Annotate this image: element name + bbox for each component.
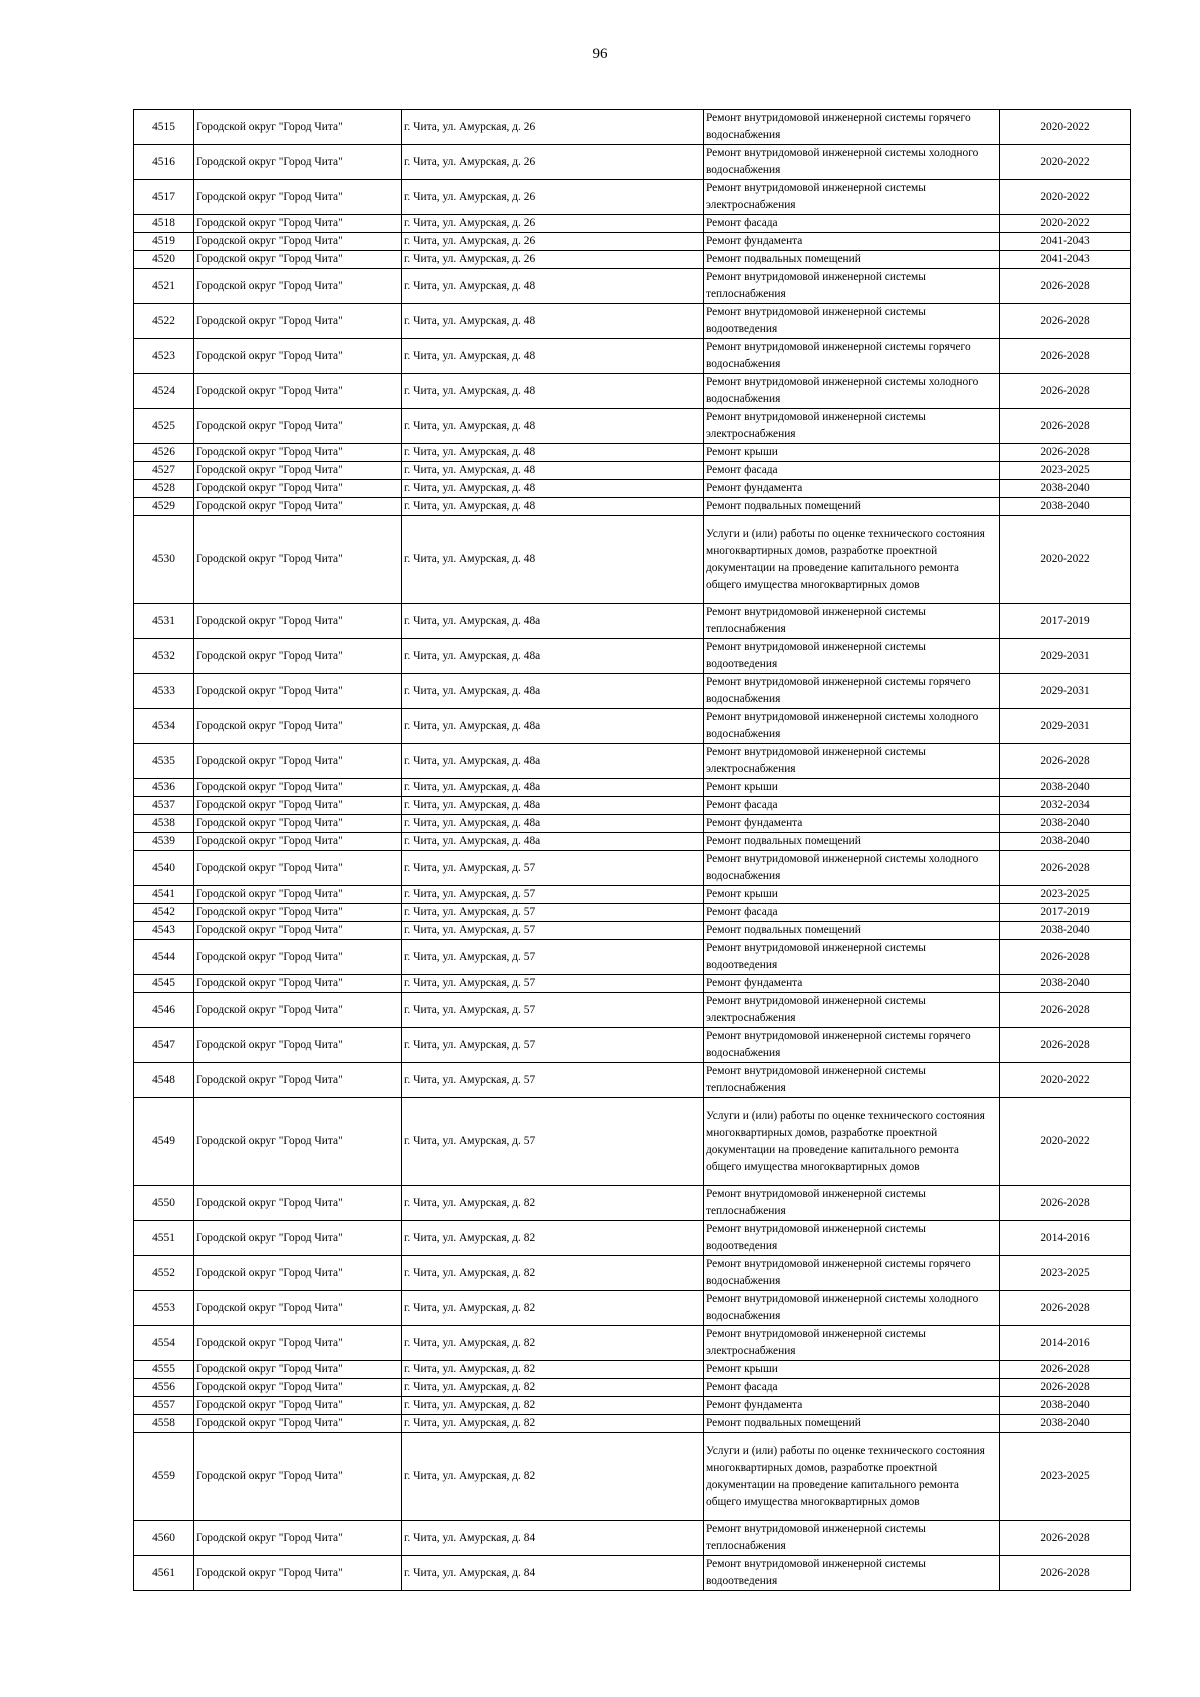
work-type-cell: Ремонт внутридомовой инженерной системы электроснабжения — [704, 993, 1000, 1028]
address-cell: г. Чита, ул. Амурская, д. 48 — [402, 516, 704, 604]
table-body — [134, 110, 1131, 1591]
period-cell: 2026-2028 — [1000, 339, 1131, 374]
period-cell: 2017-2019 — [1000, 604, 1131, 639]
row-number: 4516 — [134, 145, 194, 180]
table-row — [134, 462, 1131, 480]
municipality-cell: Городской округ "Город Чита" — [194, 110, 402, 145]
row-number: 4545 — [134, 975, 194, 993]
work-type-cell: Услуги и (или) работы по оценке технического состояния многоквартирных домов, разработке проектной документации на проведение капитального ремонта общего имущества многоквартирных домов — [704, 516, 1000, 604]
row-number: 4522 — [134, 304, 194, 339]
work-type-cell: Ремонт фундамента — [704, 233, 1000, 251]
work-type-cell: Ремонт внутридомовой инженерной системы водоотведения — [704, 1556, 1000, 1591]
table-row — [134, 1326, 1131, 1361]
work-type-cell: Ремонт фасада — [704, 1379, 1000, 1397]
table-row — [134, 180, 1131, 215]
period-cell: 2038-2040 — [1000, 480, 1131, 498]
work-type-cell: Ремонт внутридомовой инженерной системы водоотведения — [704, 940, 1000, 975]
address-cell: г. Чита, ул. Амурская, д. 48а — [402, 797, 704, 815]
address-cell: г. Чита, ул. Амурская, д. 57 — [402, 904, 704, 922]
table-row — [134, 1379, 1131, 1397]
row-number: 4519 — [134, 233, 194, 251]
work-type-cell: Ремонт внутридомовой инженерной системы теплоснабжения — [704, 604, 1000, 639]
table-row — [134, 674, 1131, 709]
work-type-cell: Ремонт внутридомовой инженерной системы холодного водоснабжения — [704, 374, 1000, 409]
municipality-cell: Городской округ "Город Чита" — [194, 215, 402, 233]
repair-schedule-table — [133, 109, 1131, 1591]
period-cell: 2026-2028 — [1000, 304, 1131, 339]
municipality-cell: Городской округ "Город Чита" — [194, 833, 402, 851]
address-cell: г. Чита, ул. Амурская, д. 48 — [402, 374, 704, 409]
municipality-cell: Городской округ "Город Чита" — [194, 480, 402, 498]
municipality-cell: Городской округ "Город Чита" — [194, 1221, 402, 1256]
work-type-cell: Ремонт крыши — [704, 886, 1000, 904]
row-number: 4518 — [134, 215, 194, 233]
table-row — [134, 744, 1131, 779]
address-cell: г. Чита, ул. Амурская, д. 26 — [402, 251, 704, 269]
table-row — [134, 1556, 1131, 1591]
address-cell: г. Чита, ул. Амурская, д. 48 — [402, 444, 704, 462]
table-row — [134, 904, 1131, 922]
work-type-cell: Ремонт внутридомовой инженерной системы водоотведения — [704, 639, 1000, 674]
municipality-cell: Городской округ "Город Чита" — [194, 1379, 402, 1397]
period-cell: 2020-2022 — [1000, 1098, 1131, 1186]
municipality-cell: Городской округ "Город Чита" — [194, 269, 402, 304]
work-type-cell: Услуги и (или) работы по оценке технического состояния многоквартирных домов, разработке проектной документации на проведение капитального ремонта общего имущества многоквартирных домов — [704, 1098, 1000, 1186]
table-row — [134, 304, 1131, 339]
row-number: 4537 — [134, 797, 194, 815]
row-number: 4535 — [134, 744, 194, 779]
work-type-cell: Ремонт фасада — [704, 215, 1000, 233]
period-cell: 2020-2022 — [1000, 516, 1131, 604]
period-cell: 2041-2043 — [1000, 233, 1131, 251]
period-cell: 2023-2025 — [1000, 462, 1131, 480]
municipality-cell: Городской округ "Город Чита" — [194, 1063, 402, 1098]
period-cell: 2020-2022 — [1000, 145, 1131, 180]
period-cell: 2038-2040 — [1000, 815, 1131, 833]
period-cell: 2026-2028 — [1000, 444, 1131, 462]
address-cell: г. Чита, ул. Амурская, д. 82 — [402, 1221, 704, 1256]
period-cell: 2026-2028 — [1000, 1186, 1131, 1221]
municipality-cell: Городской округ "Город Чита" — [194, 516, 402, 604]
work-type-cell: Ремонт подвальных помещений — [704, 922, 1000, 940]
municipality-cell: Городской округ "Город Чита" — [194, 922, 402, 940]
row-number: 4560 — [134, 1521, 194, 1556]
period-cell: 2026-2028 — [1000, 940, 1131, 975]
municipality-cell: Городской округ "Город Чита" — [194, 1397, 402, 1415]
row-number: 4530 — [134, 516, 194, 604]
row-number: 4521 — [134, 269, 194, 304]
address-cell: г. Чита, ул. Амурская, д. 57 — [402, 993, 704, 1028]
row-number: 4531 — [134, 604, 194, 639]
address-cell: г. Чита, ул. Амурская, д. 57 — [402, 1098, 704, 1186]
address-cell: г. Чита, ул. Амурская, д. 82 — [402, 1433, 704, 1521]
row-number: 4559 — [134, 1433, 194, 1521]
table-row — [134, 886, 1131, 904]
address-cell: г. Чита, ул. Амурская, д. 84 — [402, 1521, 704, 1556]
period-cell: 2041-2043 — [1000, 251, 1131, 269]
row-number: 4555 — [134, 1361, 194, 1379]
row-number: 4534 — [134, 709, 194, 744]
municipality-cell: Городской округ "Город Чита" — [194, 145, 402, 180]
municipality-cell: Городской округ "Город Чита" — [194, 779, 402, 797]
municipality-cell: Городской округ "Город Чита" — [194, 1556, 402, 1591]
row-number: 4526 — [134, 444, 194, 462]
period-cell: 2026-2028 — [1000, 993, 1131, 1028]
table-row — [134, 1291, 1131, 1326]
work-type-cell: Ремонт внутридомовой инженерной системы электроснабжения — [704, 409, 1000, 444]
address-cell: г. Чита, ул. Амурская, д. 48а — [402, 815, 704, 833]
address-cell: г. Чита, ул. Амурская, д. 48 — [402, 269, 704, 304]
municipality-cell: Городской округ "Город Чита" — [194, 462, 402, 480]
row-number: 4538 — [134, 815, 194, 833]
address-cell: г. Чита, ул. Амурская, д. 82 — [402, 1379, 704, 1397]
municipality-cell: Городской округ "Город Чита" — [194, 940, 402, 975]
address-cell: г. Чита, ул. Амурская, д. 48а — [402, 639, 704, 674]
row-number: 4558 — [134, 1415, 194, 1433]
table-row — [134, 851, 1131, 886]
period-cell: 2020-2022 — [1000, 215, 1131, 233]
municipality-cell: Городской округ "Город Чита" — [194, 975, 402, 993]
table-row — [134, 110, 1131, 145]
table-row — [134, 639, 1131, 674]
row-number: 4517 — [134, 180, 194, 215]
address-cell: г. Чита, ул. Амурская, д. 57 — [402, 851, 704, 886]
table-row — [134, 1063, 1131, 1098]
table-row — [134, 1433, 1131, 1521]
municipality-cell: Городской округ "Город Чита" — [194, 993, 402, 1028]
table-row — [134, 1256, 1131, 1291]
period-cell: 2026-2028 — [1000, 1291, 1131, 1326]
table-row — [134, 940, 1131, 975]
table-row — [134, 1098, 1131, 1186]
work-type-cell: Услуги и (или) работы по оценке технического состояния многоквартирных домов, разработке проектной документации на проведение капитального ремонта общего имущества многоквартирных домов — [704, 1433, 1000, 1521]
address-cell: г. Чита, ул. Амурская, д. 26 — [402, 215, 704, 233]
address-cell: г. Чита, ул. Амурская, д. 82 — [402, 1397, 704, 1415]
row-number: 4553 — [134, 1291, 194, 1326]
row-number: 4528 — [134, 480, 194, 498]
address-cell: г. Чита, ул. Амурская, д. 26 — [402, 110, 704, 145]
municipality-cell: Городской округ "Город Чита" — [194, 639, 402, 674]
address-cell: г. Чита, ул. Амурская, д. 26 — [402, 180, 704, 215]
address-cell: г. Чита, ул. Амурская, д. 82 — [402, 1326, 704, 1361]
address-cell: г. Чита, ул. Амурская, д. 82 — [402, 1186, 704, 1221]
table-row — [134, 993, 1131, 1028]
period-cell: 2029-2031 — [1000, 674, 1131, 709]
municipality-cell: Городской округ "Город Чита" — [194, 1521, 402, 1556]
municipality-cell: Городской округ "Город Чита" — [194, 233, 402, 251]
page-number: 96 — [592, 46, 608, 62]
table-row — [134, 604, 1131, 639]
municipality-cell: Городской округ "Город Чита" — [194, 1326, 402, 1361]
table-row — [134, 1361, 1131, 1379]
address-cell: г. Чита, ул. Амурская, д. 48 — [402, 498, 704, 516]
municipality-cell: Городской округ "Город Чита" — [194, 304, 402, 339]
row-number: 4543 — [134, 922, 194, 940]
table-row — [134, 409, 1131, 444]
period-cell: 2029-2031 — [1000, 639, 1131, 674]
period-cell: 2026-2028 — [1000, 269, 1131, 304]
work-type-cell: Ремонт внутридомовой инженерной системы электроснабжения — [704, 744, 1000, 779]
row-number: 4524 — [134, 374, 194, 409]
address-cell: г. Чита, ул. Амурская, д. 48а — [402, 674, 704, 709]
address-cell: г. Чита, ул. Амурская, д. 48 — [402, 480, 704, 498]
row-number: 4546 — [134, 993, 194, 1028]
period-cell: 2038-2040 — [1000, 922, 1131, 940]
period-cell: 2032-2034 — [1000, 797, 1131, 815]
municipality-cell: Городской округ "Город Чита" — [194, 444, 402, 462]
row-number: 4552 — [134, 1256, 194, 1291]
row-number: 4529 — [134, 498, 194, 516]
work-type-cell: Ремонт фундамента — [704, 815, 1000, 833]
row-number: 4532 — [134, 639, 194, 674]
table-row — [134, 1415, 1131, 1433]
table-row — [134, 797, 1131, 815]
row-number: 4540 — [134, 851, 194, 886]
row-number: 4554 — [134, 1326, 194, 1361]
work-type-cell: Ремонт внутридомовой инженерной системы холодного водоснабжения — [704, 851, 1000, 886]
table-row — [134, 1028, 1131, 1063]
municipality-cell: Городской округ "Город Чита" — [194, 1256, 402, 1291]
work-type-cell: Ремонт внутридомовой инженерной системы холодного водоснабжения — [704, 145, 1000, 180]
municipality-cell: Городской округ "Город Чита" — [194, 709, 402, 744]
address-cell: г. Чита, ул. Амурская, д. 57 — [402, 940, 704, 975]
work-type-cell: Ремонт внутридомовой инженерной системы теплоснабжения — [704, 1521, 1000, 1556]
address-cell: г. Чита, ул. Амурская, д. 48а — [402, 833, 704, 851]
row-number: 4539 — [134, 833, 194, 851]
municipality-cell: Городской округ "Город Чита" — [194, 744, 402, 779]
row-number: 4551 — [134, 1221, 194, 1256]
period-cell: 2014-2016 — [1000, 1326, 1131, 1361]
work-type-cell: Ремонт внутридомовой инженерной системы холодного водоснабжения — [704, 709, 1000, 744]
period-cell: 2026-2028 — [1000, 409, 1131, 444]
period-cell: 2020-2022 — [1000, 110, 1131, 145]
period-cell: 2026-2028 — [1000, 1028, 1131, 1063]
address-cell: г. Чита, ул. Амурская, д. 48 — [402, 304, 704, 339]
municipality-cell: Городской округ "Город Чита" — [194, 251, 402, 269]
row-number: 4542 — [134, 904, 194, 922]
row-number: 4549 — [134, 1098, 194, 1186]
row-number: 4525 — [134, 409, 194, 444]
period-cell: 2026-2028 — [1000, 851, 1131, 886]
row-number: 4536 — [134, 779, 194, 797]
table-row — [134, 1186, 1131, 1221]
period-cell: 2026-2028 — [1000, 744, 1131, 779]
work-type-cell: Ремонт фундамента — [704, 480, 1000, 498]
address-cell: г. Чита, ул. Амурская, д. 82 — [402, 1291, 704, 1326]
period-cell: 2020-2022 — [1000, 180, 1131, 215]
work-type-cell: Ремонт фасада — [704, 797, 1000, 815]
address-cell: г. Чита, ул. Амурская, д. 48а — [402, 744, 704, 779]
municipality-cell: Городской округ "Город Чита" — [194, 1361, 402, 1379]
address-cell: г. Чита, ул. Амурская, д. 26 — [402, 233, 704, 251]
work-type-cell: Ремонт подвальных помещений — [704, 1415, 1000, 1433]
address-cell: г. Чита, ул. Амурская, д. 57 — [402, 1063, 704, 1098]
work-type-cell: Ремонт внутридомовой инженерной системы теплоснабжения — [704, 1063, 1000, 1098]
period-cell: 2038-2040 — [1000, 1415, 1131, 1433]
work-type-cell: Ремонт подвальных помещений — [704, 251, 1000, 269]
municipality-cell: Городской округ "Город Чита" — [194, 1186, 402, 1221]
municipality-cell: Городской округ "Город Чита" — [194, 180, 402, 215]
row-number: 4541 — [134, 886, 194, 904]
work-type-cell: Ремонт внутридомовой инженерной системы электроснабжения — [704, 180, 1000, 215]
municipality-cell: Городской округ "Город Чита" — [194, 851, 402, 886]
address-cell: г. Чита, ул. Амурская, д. 57 — [402, 922, 704, 940]
period-cell: 2017-2019 — [1000, 904, 1131, 922]
municipality-cell: Городской округ "Город Чита" — [194, 339, 402, 374]
work-type-cell: Ремонт крыши — [704, 779, 1000, 797]
work-type-cell: Ремонт фундамента — [704, 1397, 1000, 1415]
period-cell: 2023-2025 — [1000, 1433, 1131, 1521]
work-type-cell: Ремонт внутридомовой инженерной системы горячего водоснабжения — [704, 1028, 1000, 1063]
address-cell: г. Чита, ул. Амурская, д. 26 — [402, 145, 704, 180]
period-cell: 2026-2028 — [1000, 1361, 1131, 1379]
row-number: 4547 — [134, 1028, 194, 1063]
municipality-cell: Городской округ "Город Чита" — [194, 815, 402, 833]
address-cell: г. Чита, ул. Амурская, д. 82 — [402, 1256, 704, 1291]
row-number: 4561 — [134, 1556, 194, 1591]
row-number: 4520 — [134, 251, 194, 269]
address-cell: г. Чита, ул. Амурская, д. 57 — [402, 886, 704, 904]
table-row — [134, 374, 1131, 409]
table-row — [134, 833, 1131, 851]
address-cell: г. Чита, ул. Амурская, д. 82 — [402, 1361, 704, 1379]
table-row — [134, 779, 1131, 797]
row-number: 4550 — [134, 1186, 194, 1221]
work-type-cell: Ремонт внутридомовой инженерной системы теплоснабжения — [704, 1186, 1000, 1221]
work-type-cell: Ремонт внутридомовой инженерной системы холодного водоснабжения — [704, 1291, 1000, 1326]
table-row — [134, 1221, 1131, 1256]
work-type-cell: Ремонт внутридомовой инженерной системы водоотведения — [704, 304, 1000, 339]
row-number: 4533 — [134, 674, 194, 709]
table-row — [134, 815, 1131, 833]
table-row — [134, 975, 1131, 993]
period-cell: 2038-2040 — [1000, 779, 1131, 797]
address-cell: г. Чита, ул. Амурская, д. 57 — [402, 975, 704, 993]
municipality-cell: Городской округ "Город Чита" — [194, 1415, 402, 1433]
work-type-cell: Ремонт внутридомовой инженерной системы теплоснабжения — [704, 269, 1000, 304]
address-cell: г. Чита, ул. Амурская, д. 57 — [402, 1028, 704, 1063]
work-type-cell: Ремонт подвальных помещений — [704, 833, 1000, 851]
address-cell: г. Чита, ул. Амурская, д. 82 — [402, 1415, 704, 1433]
work-type-cell: Ремонт внутридомовой инженерной системы электроснабжения — [704, 1326, 1000, 1361]
work-type-cell: Ремонт внутридомовой инженерной системы горячего водоснабжения — [704, 339, 1000, 374]
table-row — [134, 444, 1131, 462]
work-type-cell: Ремонт фундамента — [704, 975, 1000, 993]
table-row — [134, 480, 1131, 498]
row-number: 4548 — [134, 1063, 194, 1098]
table-row — [134, 498, 1131, 516]
municipality-cell: Городской округ "Город Чита" — [194, 409, 402, 444]
work-type-cell: Ремонт фасада — [704, 904, 1000, 922]
municipality-cell: Городской округ "Город Чита" — [194, 1291, 402, 1326]
period-cell: 2026-2028 — [1000, 1379, 1131, 1397]
municipality-cell: Городской округ "Город Чита" — [194, 674, 402, 709]
table-row — [134, 709, 1131, 744]
table-row — [134, 269, 1131, 304]
address-cell: г. Чита, ул. Амурская, д. 48 — [402, 409, 704, 444]
table-row — [134, 339, 1131, 374]
row-number: 4544 — [134, 940, 194, 975]
row-number: 4556 — [134, 1379, 194, 1397]
municipality-cell: Городской округ "Город Чита" — [194, 1433, 402, 1521]
address-cell: г. Чита, ул. Амурская, д. 48 — [402, 339, 704, 374]
period-cell: 2038-2040 — [1000, 833, 1131, 851]
period-cell: 2020-2022 — [1000, 1063, 1131, 1098]
row-number: 4527 — [134, 462, 194, 480]
address-cell: г. Чита, ул. Амурская, д. 48а — [402, 779, 704, 797]
period-cell: 2038-2040 — [1000, 975, 1131, 993]
municipality-cell: Городской округ "Город Чита" — [194, 904, 402, 922]
municipality-cell: Городской округ "Город Чита" — [194, 604, 402, 639]
address-cell: г. Чита, ул. Амурская, д. 48а — [402, 604, 704, 639]
table-row — [134, 251, 1131, 269]
municipality-cell: Городской округ "Город Чита" — [194, 1028, 402, 1063]
table-row — [134, 1521, 1131, 1556]
period-cell: 2038-2040 — [1000, 498, 1131, 516]
row-number: 4557 — [134, 1397, 194, 1415]
table-row — [134, 233, 1131, 251]
table-row — [134, 516, 1131, 604]
period-cell: 2026-2028 — [1000, 1556, 1131, 1591]
period-cell: 2014-2016 — [1000, 1221, 1131, 1256]
municipality-cell: Городской округ "Город Чита" — [194, 374, 402, 409]
table-row — [134, 1397, 1131, 1415]
table-row — [134, 145, 1131, 180]
address-cell: г. Чита, ул. Амурская, д. 48 — [402, 462, 704, 480]
work-type-cell: Ремонт внутридомовой инженерной системы горячего водоснабжения — [704, 110, 1000, 145]
work-type-cell: Ремонт крыши — [704, 444, 1000, 462]
municipality-cell: Городской округ "Город Чита" — [194, 797, 402, 815]
municipality-cell: Городской округ "Город Чита" — [194, 886, 402, 904]
period-cell: 2038-2040 — [1000, 1397, 1131, 1415]
table-row — [134, 215, 1131, 233]
work-type-cell: Ремонт подвальных помещений — [704, 498, 1000, 516]
municipality-cell: Городской округ "Город Чита" — [194, 1098, 402, 1186]
row-number: 4523 — [134, 339, 194, 374]
period-cell: 2026-2028 — [1000, 374, 1131, 409]
row-number: 4515 — [134, 110, 194, 145]
address-cell: г. Чита, ул. Амурская, д. 48а — [402, 709, 704, 744]
municipality-cell: Городской округ "Город Чита" — [194, 498, 402, 516]
period-cell: 2023-2025 — [1000, 1256, 1131, 1291]
period-cell: 2029-2031 — [1000, 709, 1131, 744]
work-type-cell: Ремонт внутридомовой инженерной системы горячего водоснабжения — [704, 674, 1000, 709]
address-cell: г. Чита, ул. Амурская, д. 84 — [402, 1556, 704, 1591]
period-cell: 2023-2025 — [1000, 886, 1131, 904]
work-type-cell: Ремонт внутридомовой инженерной системы водоотведения — [704, 1221, 1000, 1256]
period-cell: 2026-2028 — [1000, 1521, 1131, 1556]
work-type-cell: Ремонт внутридомовой инженерной системы горячего водоснабжения — [704, 1256, 1000, 1291]
work-type-cell: Ремонт фасада — [704, 462, 1000, 480]
work-type-cell: Ремонт крыши — [704, 1361, 1000, 1379]
table-row — [134, 922, 1131, 940]
